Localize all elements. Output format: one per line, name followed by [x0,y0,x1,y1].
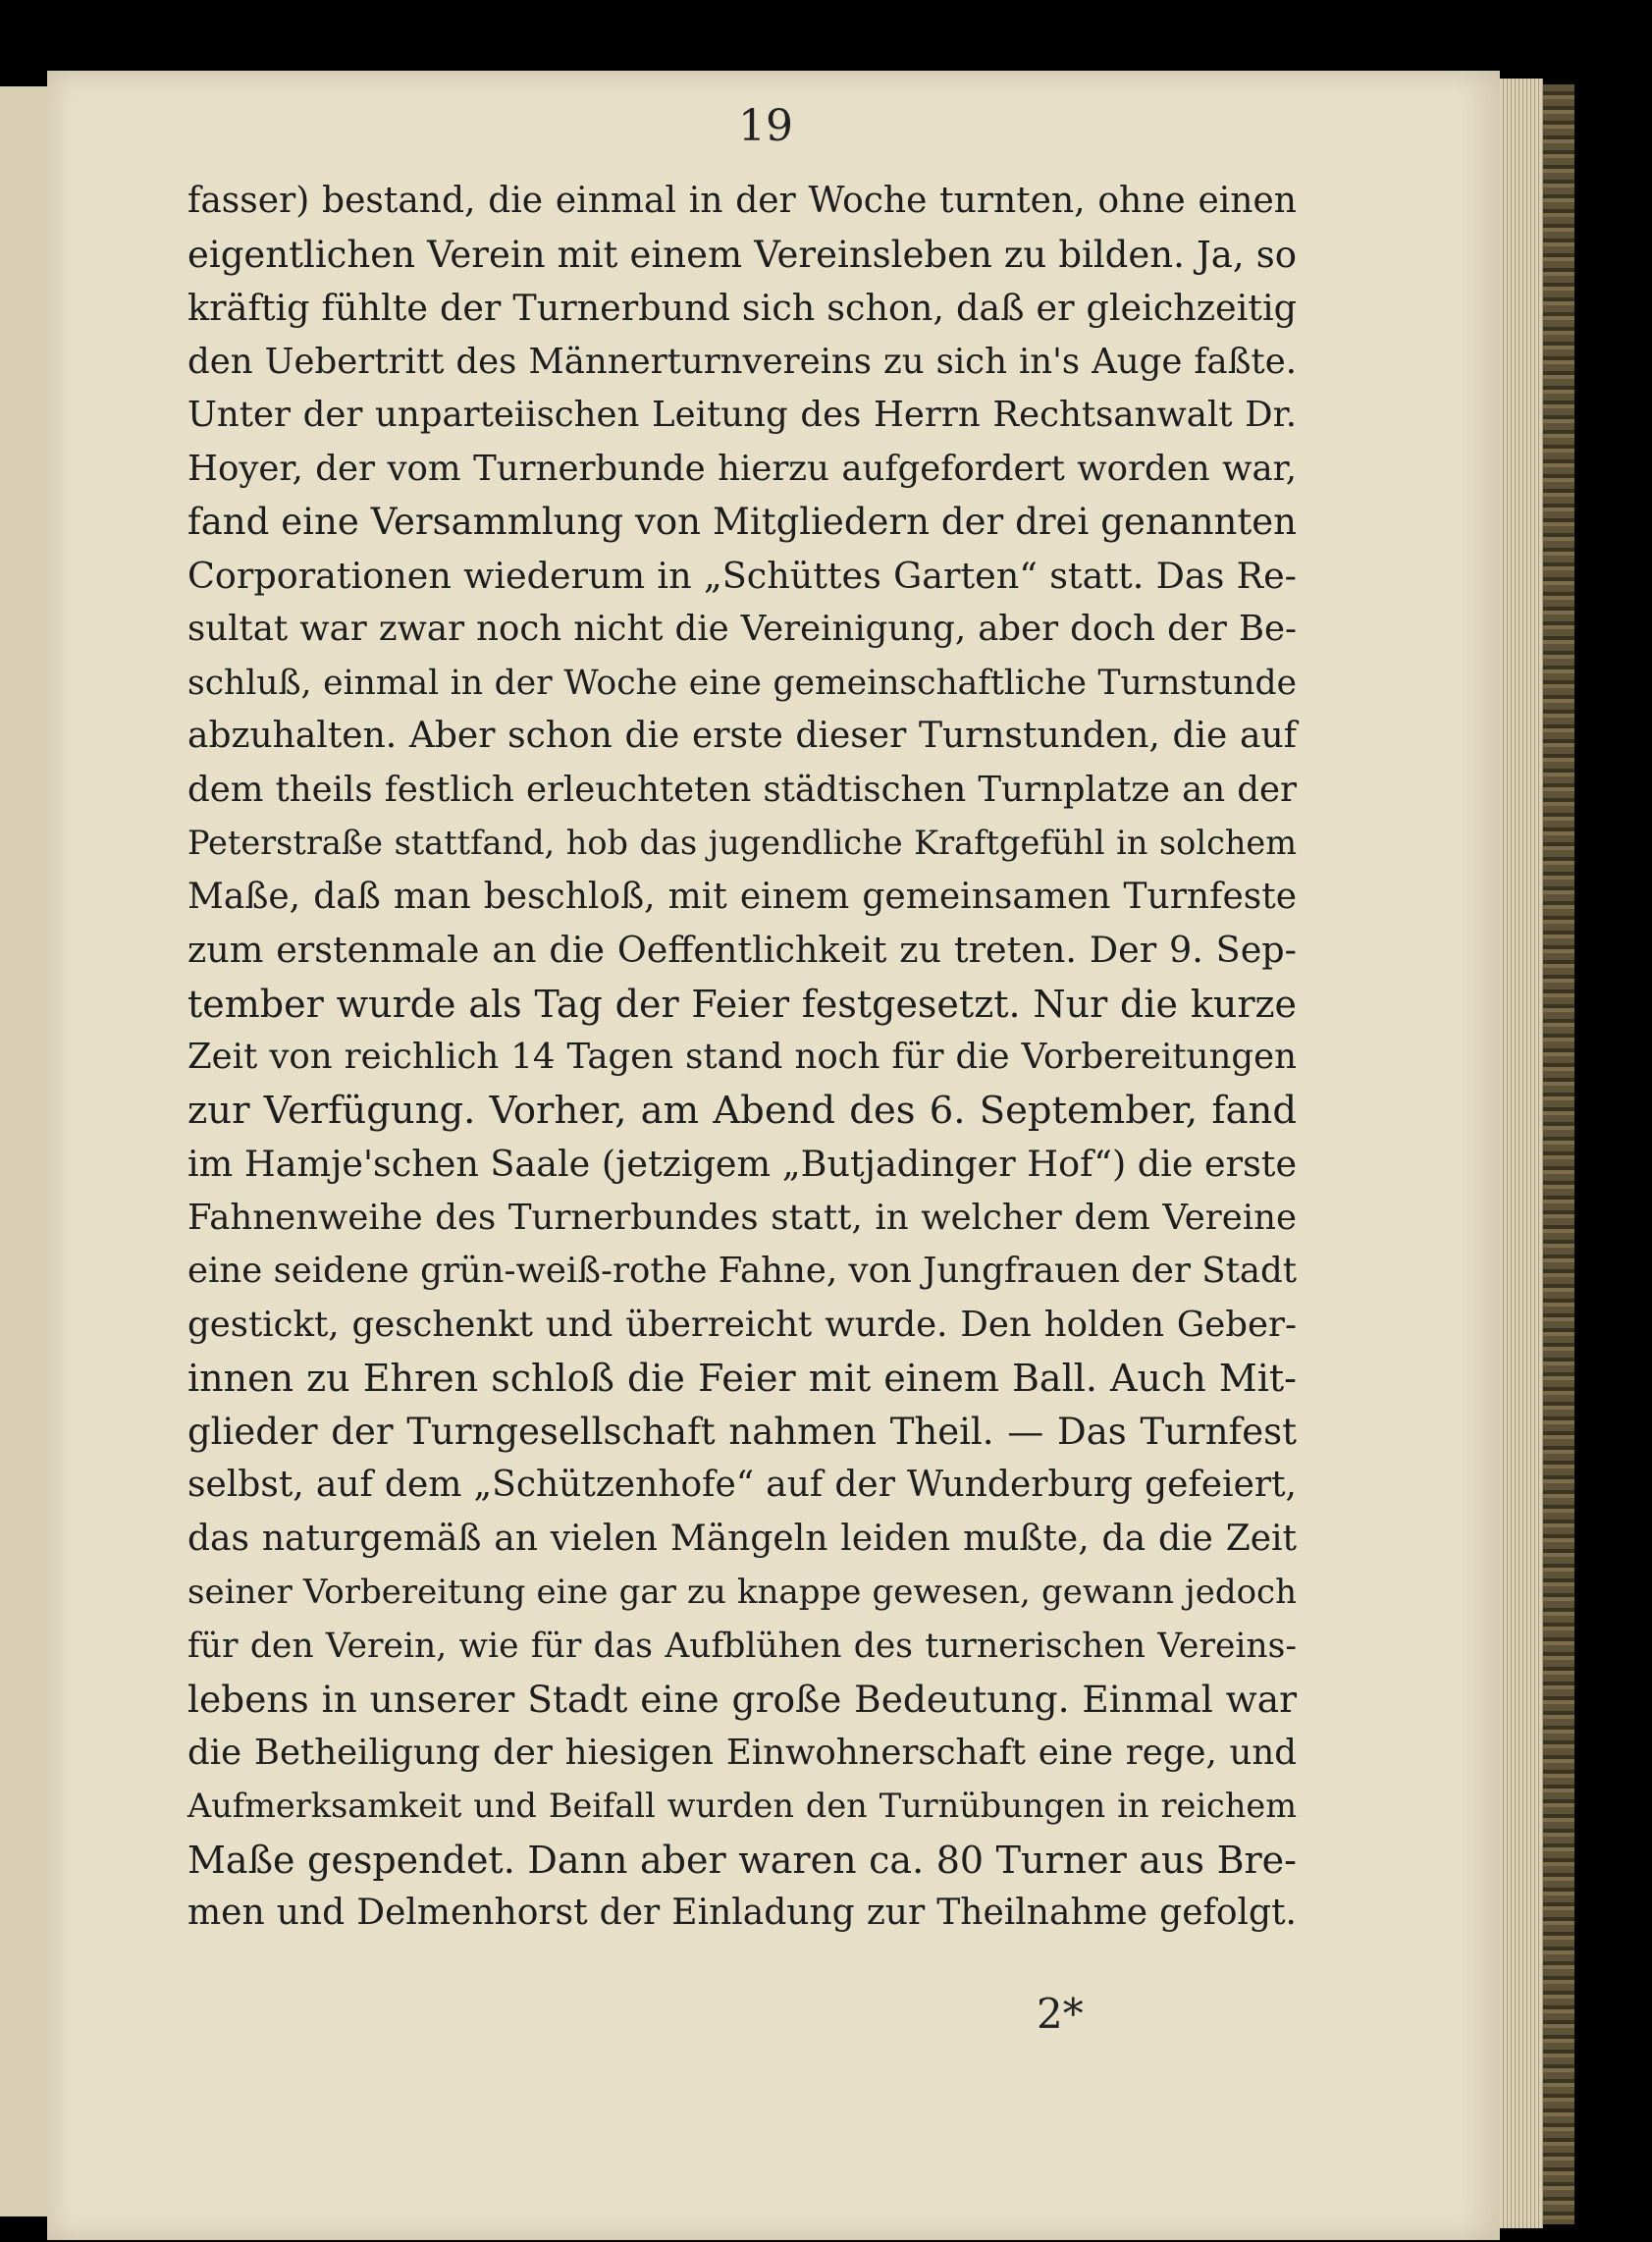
text-line: Unter der unparteiischen Leitung des Herrn Rechtsanwalt Dr. [187,395,1297,435]
text-line: eigentlichen Verein mit einem Vereinsleben zu bilden. Ja, so [187,233,1297,276]
text-line: Maße gespendet. Dann aber waren ca. 80 Turner aus Bre- [187,1838,1297,1882]
text-line: men und Delmenhorst der Einladung zur Theilnahme gefolgt. [187,1893,1297,1933]
text-line: dem theils festlich erleuchteten städtischen Turnplatze an der [187,769,1297,810]
text-line: zum erstenmale an die Oeffentlichkeit zu treten. Der 9. Sep- [187,929,1297,971]
text-line: gestickt, geschenkt und überreicht wurde. Den holden Geber- [187,1304,1297,1345]
text-line: das naturgemäß an vielen Mängeln leiden mußte, da die Zeit [187,1518,1297,1559]
text-line: für den Verein, wie für das Aufblühen des turnerischen Vereins- [187,1626,1297,1666]
text-line: die Betheiligung der hiesigen Einwohnerschaft eine rege, und [187,1732,1297,1773]
text-line: den Uebertritt des Männerturnvereins zu sich in's Auge faßte. [187,341,1297,382]
text-line: im Hamje'schen Saale (jetzigem „Butjadinger Hof“) die erste [187,1143,1298,1185]
text-line: Peterstraße stattfand, hob das jugendliche Kraftgefühl in solchem [187,824,1297,862]
text-line: innen zu Ehren schloß die Feier mit einem Ball. Auch Mit- [187,1357,1297,1400]
book-spine [1543,84,1574,2224]
text-line: fand eine Versammlung von Mitgliedern der drei genannten [187,501,1297,543]
text-line: glieder der Turngesellschaft nahmen Theil. — Das Turnfest [187,1410,1297,1453]
text-line: seiner Vorbereitung eine gar zu knappe gewesen, gewann jedoch [187,1573,1297,1612]
text-line: tember wurde als Tag der Feier festgesetzt. Nur die kurze [187,982,1297,1026]
text-line: selbst, auf dem „Schützenhofe“ auf der Wunderburg gefeiert, [187,1465,1297,1505]
text-line: Corporationen wiederum in „Schüttes Garten“ statt. Das Re- [187,554,1297,597]
page-number: 19 [738,101,793,151]
signature-mark: 2* [1037,1990,1084,2038]
previous-page-edge [0,86,50,2216]
text-line: sultat war zwar noch nicht die Vereinigung, aber doch der Be- [187,609,1297,649]
text-line: Hoyer, der vom Turnerbunde hierzu aufgefordert worden war, [187,448,1297,489]
text-line: abzuhalten. Aber schon die erste dieser Turnstunden, die auf [187,716,1297,756]
text-line: zur Verfügung. Vorher, am Abend des 6. September, fand [187,1088,1297,1133]
page-stack-edge [1500,79,1543,2228]
text-line: fasser) bestand, die einmal in der Woche turnten, ohne einen [187,181,1297,221]
text-line: Aufmerksamkeit und Beifall wurden den Turnübungen in reichem [187,1787,1297,1825]
text-line: eine seidene grün-weiß-rothe Fahne, von Jungfrauen der Stadt [187,1251,1297,1291]
text-line: Maße, daß man beschloß, mit einem gemeinsamen Turnfeste [187,876,1297,917]
text-line: Zeit von reichlich 14 Tagen stand noch für die Vorbereitungen [187,1037,1297,1077]
text-line: schluß, einmal in der Woche eine gemeinschaftliche Turnstunde [187,663,1297,703]
text-line: kräftig fühlte der Turnerbund sich schon, daß er gleichzeitig [187,287,1297,329]
text-line: Fahnenweihe des Turnerbundes statt, in welcher dem Vereine [187,1197,1297,1238]
body-text [187,175,1297,1941]
text-line: lebens in unserer Stadt eine große Bedeutung. Einmal war [187,1678,1297,1721]
